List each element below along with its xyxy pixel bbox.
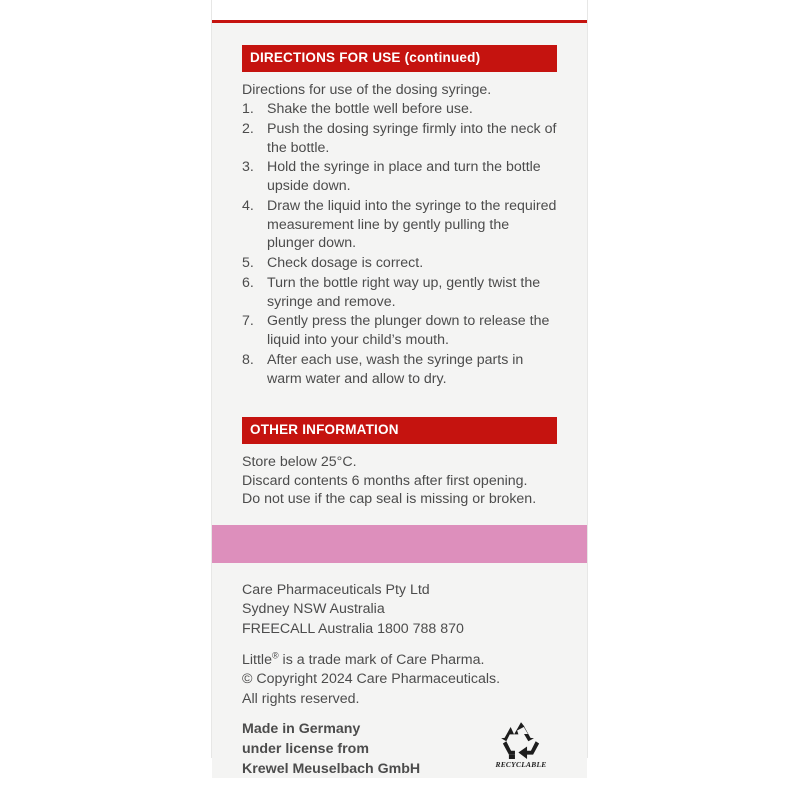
step-number: 6. (242, 274, 254, 291)
other-information-text (242, 453, 557, 509)
step-text: Push the dosing syringe firmly into the neck of the bottle. (267, 120, 557, 156)
directions-banner-title: DIRECTIONS FOR USE (250, 50, 401, 65)
manufacture-row (242, 719, 572, 778)
list-item (242, 312, 557, 349)
step-number: 7. (242, 313, 254, 330)
company-footer (242, 581, 572, 709)
directions-banner-suffix: (continued) (400, 50, 481, 65)
discard-line: Discard contents 6 months after first opening. (242, 472, 528, 489)
section-spacer (242, 388, 557, 417)
company-name: Care Pharmaceuticals Pty Ltd (242, 582, 430, 598)
list-item (242, 158, 557, 195)
company-address (242, 581, 572, 639)
step-number: 3. (242, 159, 254, 176)
list-item (242, 120, 557, 157)
step-number: 1. (242, 101, 254, 118)
cap-seal-line: Do not use if the cap seal is missing or broken. (242, 491, 537, 508)
step-number: 8. (242, 351, 254, 368)
panel-content (242, 23, 557, 509)
top-spacer (242, 23, 557, 45)
rights-line: All rights reserved. (242, 690, 360, 707)
under-license-line: under license from (242, 741, 369, 758)
step-text: After each use, wash the syringe parts in warm water and allow to dry. (267, 351, 524, 387)
copyright-line: © Copyright 2024 Care Pharmaceuticals. (242, 671, 501, 688)
step-number: 4. (242, 197, 254, 214)
storage-line: Store below 25°C. (242, 453, 357, 470)
list-item (242, 351, 557, 388)
trademark-brand: Little (242, 651, 272, 668)
company-city: Sydney NSW Australia (242, 601, 385, 618)
made-in-line: Made in Germany (242, 721, 361, 737)
recyclable-caption: RECYCLABLE (495, 760, 547, 769)
step-text: Check dosage is correct. (267, 255, 424, 272)
list-item (242, 100, 557, 119)
directions-step-list (242, 100, 557, 388)
recycling-icon (499, 721, 543, 759)
directions-intro-text: Directions for use of the dosing syringe. (242, 81, 492, 98)
licensor-name-line: Krewel Meuselbach GmbH (242, 761, 421, 778)
list-item (242, 254, 557, 273)
trademark-text: is a trade mark of Care Pharma. (278, 651, 485, 668)
list-item (242, 197, 557, 253)
manufacture-info (242, 719, 420, 778)
trademark-line (242, 651, 572, 670)
step-number: 5. (242, 255, 254, 272)
step-text: Draw the liquid into the syringe to the required measurement line by gently pulling the plunger down. (267, 197, 557, 252)
list-item (242, 274, 557, 311)
step-number: 2. (242, 120, 254, 137)
recyclable-mark (490, 721, 552, 769)
registered-mark-icon: ® (271, 650, 279, 661)
legal-notice (242, 651, 572, 709)
company-freecall: FREECALL Australia 1800 788 870 (242, 620, 464, 637)
step-text: Turn the bottle right way up, gently twist the syringe and remove. (267, 274, 541, 310)
step-text: Shake the bottle well before use. (267, 101, 473, 118)
directions-section-banner (242, 45, 557, 72)
step-text: Hold the syringe in place and turn the bottle upside down. (267, 159, 541, 195)
other-information-section-banner: OTHER INFORMATION (242, 417, 557, 444)
package-back-panel (212, 20, 587, 778)
panel-right-edge (587, 0, 588, 758)
pink-accent-band (212, 525, 587, 563)
step-text: Gently press the plunger down to release the liquid into your child’s mouth. (267, 313, 550, 349)
